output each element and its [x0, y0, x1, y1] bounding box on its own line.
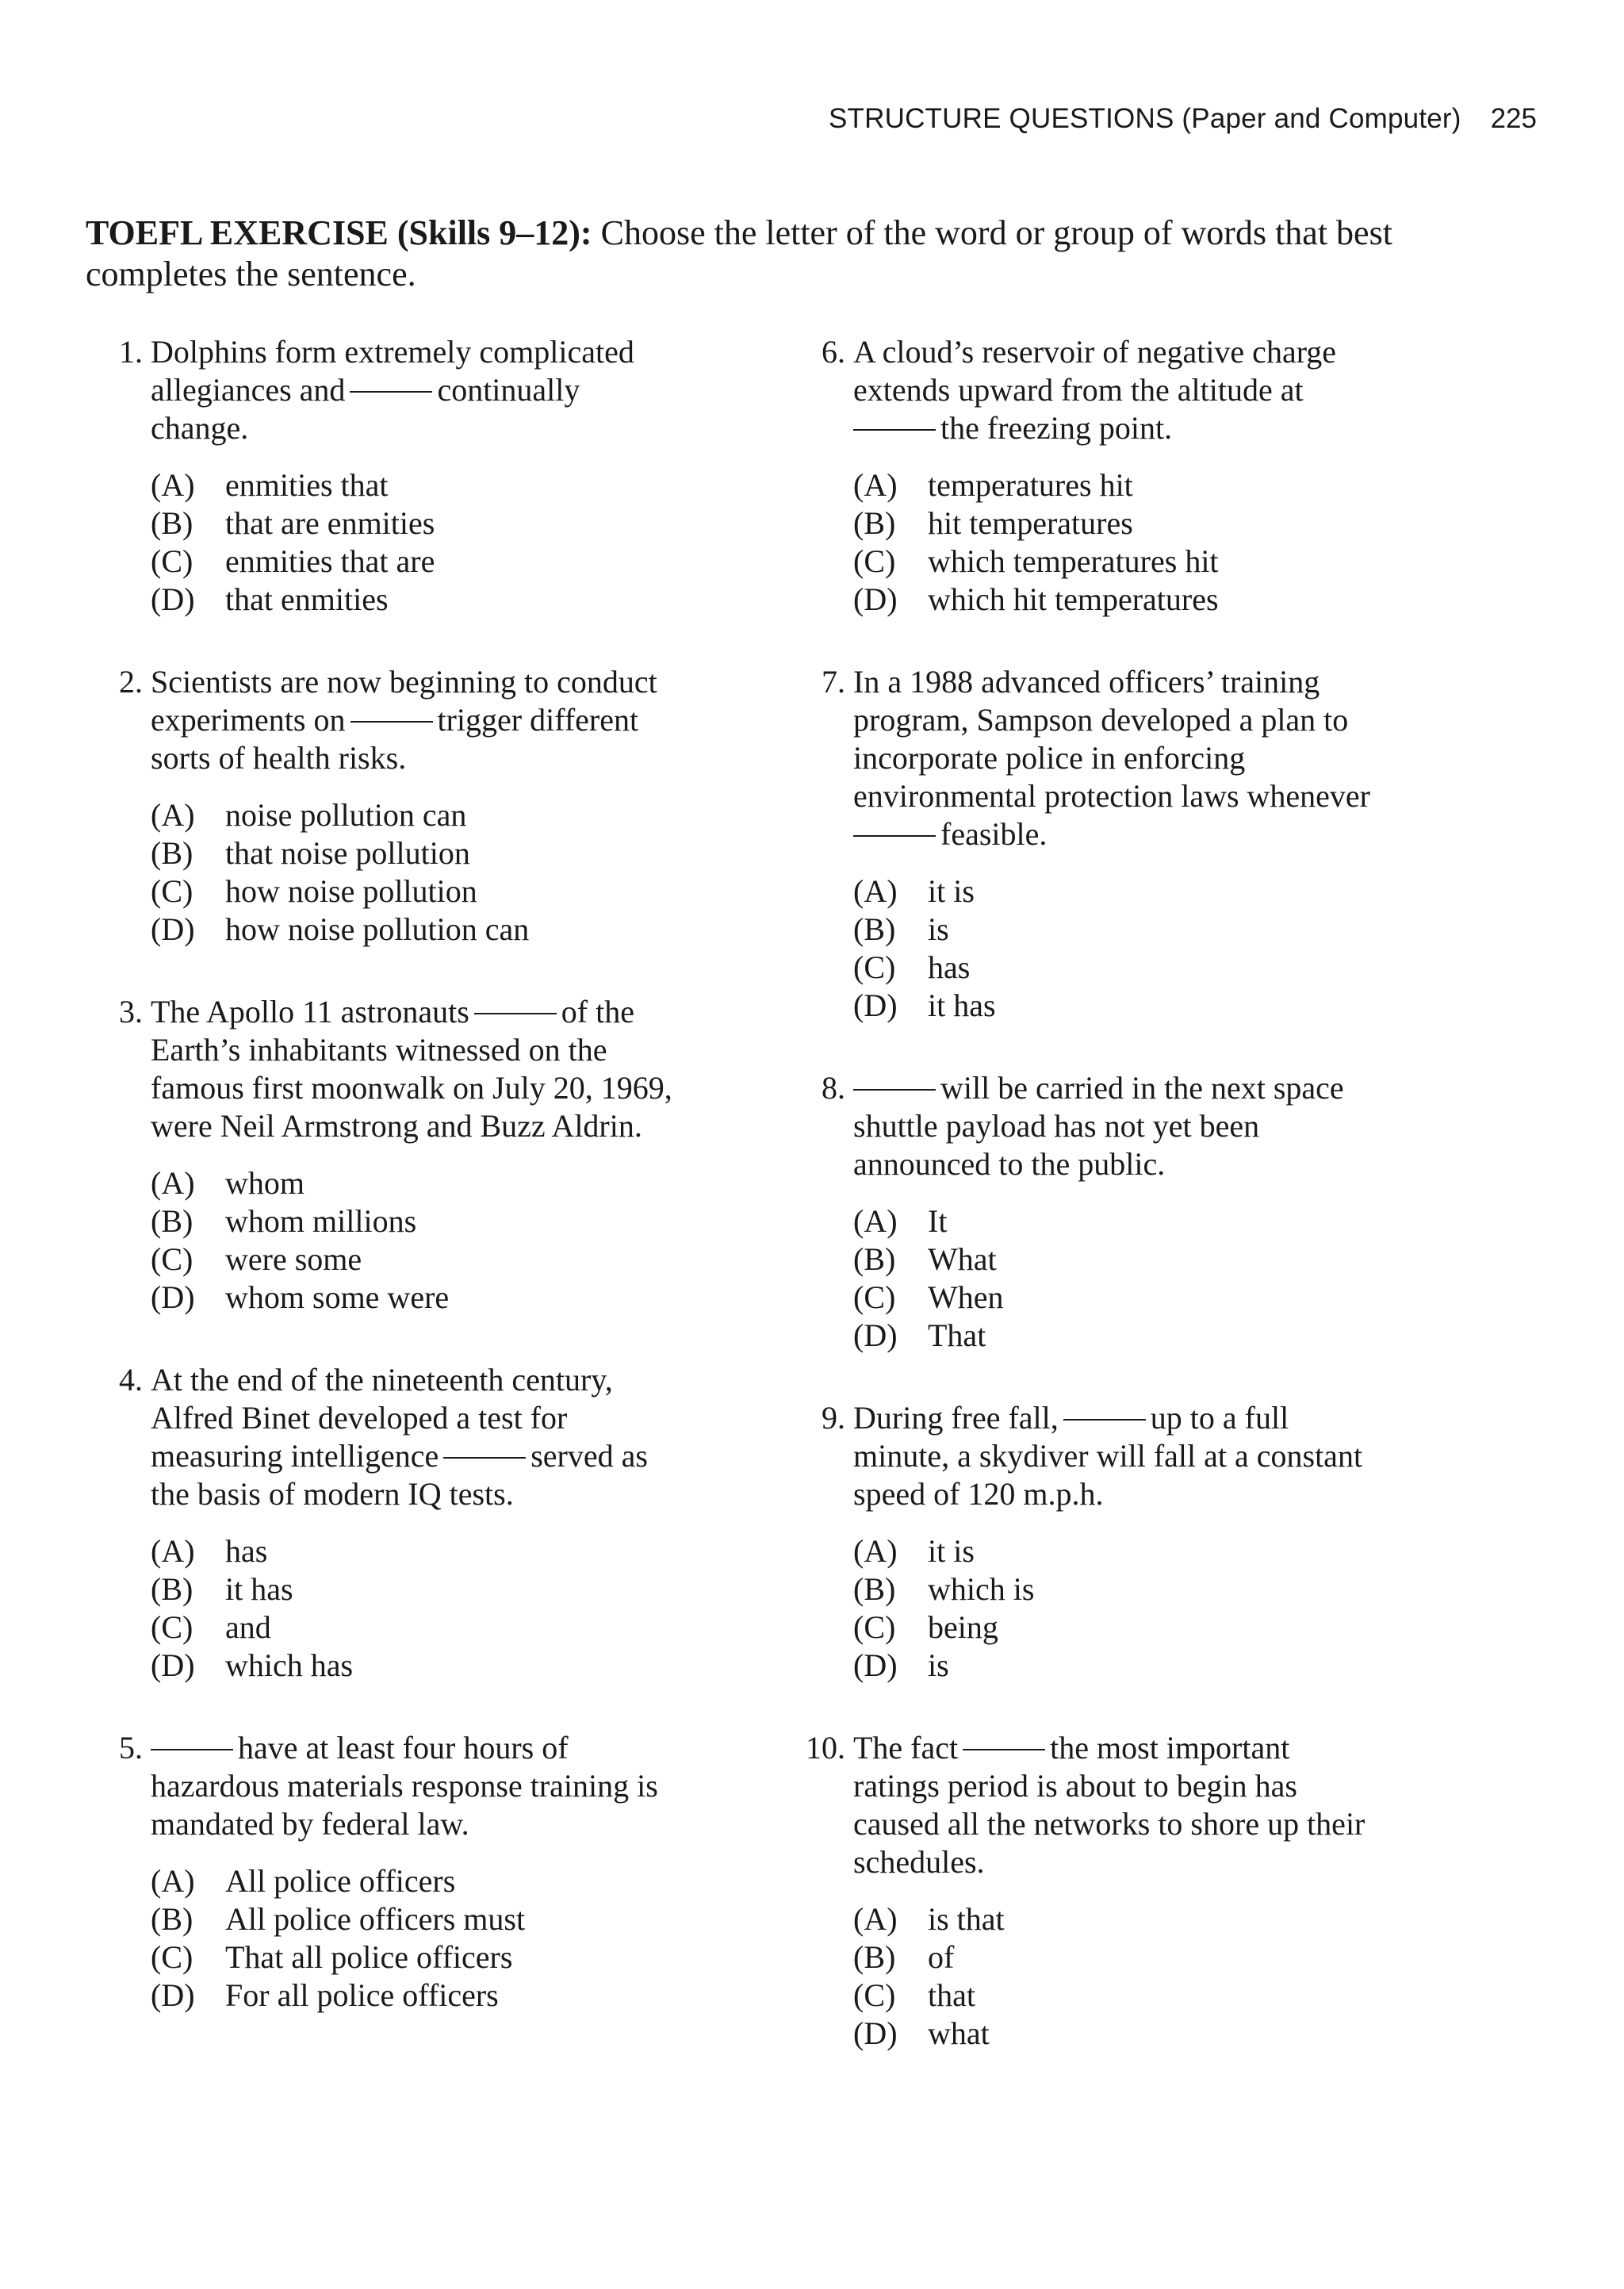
stem-text-before: At the end of the nineteenth century, Alfred Binet developed a test for measuring intelligence: [151, 1362, 613, 1474]
answer-blank: [350, 391, 432, 393]
option-text: whom millions: [225, 1203, 417, 1239]
answer-blank: [963, 1749, 1045, 1750]
option-text: that are enmities: [225, 505, 435, 541]
option-letter: (A): [151, 1533, 195, 1569]
option-text: of: [928, 1939, 955, 1975]
option-letter: (A): [853, 1901, 898, 1937]
question-item: [95, 663, 714, 949]
answer-option: [853, 1317, 1416, 1355]
option-letter: (B): [853, 1939, 896, 1975]
option-text: and: [225, 1609, 271, 1645]
option-text: it has: [928, 987, 996, 1023]
stem-text-after: up to a full minute, a skydiver will fall at a constant speed of 120 m.p.h.: [853, 1400, 1363, 1512]
option-letter: (D): [853, 1317, 898, 1353]
option-letter: (A): [853, 1203, 898, 1239]
option-text: hit temperatures: [928, 505, 1133, 541]
answer-option: [853, 872, 1416, 911]
answer-options: [853, 872, 1416, 1025]
option-text: What: [928, 1241, 997, 1277]
question-stem: [151, 333, 714, 447]
option-letter: (C): [151, 873, 193, 909]
answer-option: [151, 1240, 714, 1279]
option-letter: (C): [853, 949, 896, 985]
option-letter: (D): [853, 581, 898, 617]
option-text: that enmities: [225, 581, 389, 617]
option-letter: (A): [853, 873, 898, 909]
option-letter: (C): [151, 1241, 193, 1277]
question-item: [95, 1361, 714, 1685]
answer-options: [151, 1862, 714, 2015]
question-item: [95, 993, 714, 1317]
answer-option: [853, 1938, 1416, 1977]
option-letter: (B): [853, 1571, 896, 1607]
answer-option: [853, 2015, 1416, 2053]
answer-option: [853, 543, 1416, 581]
question-number: 4.: [119, 1362, 143, 1398]
option-letter: (D): [151, 1977, 195, 2013]
stem-text-after: continually change.: [151, 372, 580, 446]
option-text: which temperatures hit: [928, 543, 1219, 579]
answer-blank: [151, 1749, 233, 1750]
question-stem: [853, 1069, 1416, 1183]
answer-option: [151, 1202, 714, 1240]
question-number: 6.: [822, 334, 845, 370]
question-stem: [853, 333, 1416, 447]
option-text: what: [928, 2015, 990, 2051]
option-text: how noise pollution can: [225, 911, 530, 947]
answer-option: [151, 1608, 714, 1647]
option-letter: (C): [853, 1609, 896, 1645]
answer-option: [151, 1938, 714, 1977]
answer-options: [151, 1532, 714, 1685]
answer-option: [853, 949, 1416, 987]
answer-option: [151, 543, 714, 581]
question-number: 10.: [806, 1730, 845, 1766]
option-text: All police officers: [225, 1863, 456, 1899]
option-text: is: [928, 911, 949, 947]
option-text: that: [928, 1977, 975, 2013]
option-letter: (D): [853, 2015, 898, 2051]
question-number: 7.: [822, 664, 845, 700]
question-number: 9.: [822, 1400, 845, 1436]
option-letter: (A): [853, 467, 898, 503]
option-letter: (B): [853, 911, 896, 947]
question-stem: [151, 1361, 714, 1513]
stem-text-after: feasible.: [940, 816, 1048, 852]
left-question-column: [95, 333, 714, 2059]
answer-options: [853, 1202, 1416, 1355]
option-text: which has: [225, 1647, 354, 1683]
question-stem: [151, 1729, 714, 1843]
stem-text-after: will be carried in the next space shuttle payload has not yet been announced to the public.: [853, 1070, 1344, 1182]
option-text: that noise pollution: [225, 835, 470, 871]
question-number: 2.: [119, 664, 143, 700]
answer-blank: [853, 835, 936, 837]
stem-text-after: the freezing point.: [940, 410, 1173, 446]
answer-option: [853, 504, 1416, 543]
stem-text-after: served as the basis of modern IQ tests.: [151, 1438, 648, 1512]
exercise-label: TOEFL EXERCISE (Skills 9–12):: [86, 213, 592, 252]
stem-text-before: During free fall,: [853, 1400, 1059, 1436]
option-text: has: [928, 949, 971, 985]
answer-option: [151, 796, 714, 834]
answer-blank: [853, 1089, 936, 1091]
option-letter: (A): [151, 1863, 195, 1899]
option-text: enmities that: [225, 467, 389, 503]
question-item: [798, 663, 1416, 1025]
answer-option: [151, 1647, 714, 1685]
option-text: For all police officers: [225, 1977, 499, 2013]
option-text: which hit temperatures: [928, 581, 1219, 617]
option-letter: (C): [853, 1977, 896, 2013]
exercise-heading: [86, 213, 1513, 295]
question-stem: [853, 1729, 1416, 1881]
stem-text-before: The Apollo 11 astronauts: [151, 994, 469, 1029]
option-letter: (D): [151, 1279, 195, 1315]
option-letter: (B): [151, 1571, 193, 1607]
answer-option: [151, 504, 714, 543]
answer-option: [151, 1164, 714, 1202]
option-text: being: [928, 1609, 998, 1645]
question-number: 1.: [119, 334, 143, 370]
stem-text-before: In a 1988 advanced officers’ training program, Sampson developed a plan to incorporate police in enforcing environmental protection laws whenever: [853, 664, 1370, 814]
option-text: is: [928, 1647, 949, 1683]
question-number: 5.: [119, 1730, 143, 1766]
stem-text-before: Dolphins form extremely complicated allegiances and: [151, 334, 634, 408]
option-letter: (D): [853, 987, 898, 1023]
answer-blank: [350, 721, 433, 723]
stem-text-after: trigger different sorts of health risks.: [151, 702, 639, 776]
answer-option: [853, 911, 1416, 949]
answer-option: [151, 1862, 714, 1900]
stem-text-after: have at least four hours of hazardous materials response training is mandated by federal law.: [151, 1730, 658, 1842]
answer-blank: [443, 1457, 526, 1459]
option-letter: (B): [151, 505, 193, 541]
option-letter: (A): [151, 467, 195, 503]
option-text: temperatures hit: [928, 467, 1133, 503]
option-text: it has: [225, 1571, 293, 1607]
stem-text-before: A cloud’s reservoir of negative charge extends upward from the altitude at: [853, 334, 1337, 408]
option-letter: (D): [151, 911, 195, 947]
stem-text-before: The fact: [853, 1730, 959, 1766]
answer-blank: [1063, 1419, 1146, 1421]
answer-blank: [853, 429, 936, 431]
stem-text-before: Scientists are now beginning to conduct experiments on: [151, 664, 657, 738]
option-text: All police officers must: [225, 1901, 526, 1937]
answer-option: [853, 1900, 1416, 1938]
option-letter: (D): [151, 1647, 195, 1683]
option-text: When: [928, 1279, 1004, 1315]
option-letter: (A): [151, 1165, 195, 1201]
question-number: 3.: [119, 994, 143, 1029]
option-letter: (C): [853, 1279, 896, 1315]
answer-option: [151, 1279, 714, 1317]
option-text: which is: [928, 1571, 1035, 1607]
answer-option: [151, 1977, 714, 2015]
option-text: enmities that are: [225, 543, 435, 579]
answer-option: [151, 1900, 714, 1938]
right-question-column: [798, 333, 1416, 2097]
answer-option: [151, 1570, 714, 1608]
question-item: [95, 333, 714, 619]
stem-text-after: the most important ratings period is about to begin has caused all the networks to shore up their schedules.: [853, 1730, 1365, 1880]
answer-option: [853, 1202, 1416, 1240]
answer-options: [151, 796, 714, 949]
answer-option: [853, 1532, 1416, 1570]
answer-options: [853, 1532, 1416, 1685]
option-letter: (C): [151, 543, 193, 579]
answer-blank: [474, 1013, 557, 1014]
exercise-instructions: Choose the letter of the word or group of words that best completes the sentence.: [86, 213, 1392, 293]
question-stem: [853, 663, 1416, 853]
option-text: whom some were: [225, 1279, 450, 1315]
answer-options: [853, 1900, 1416, 2053]
option-text: were some: [225, 1241, 362, 1277]
option-letter: (B): [853, 505, 896, 541]
option-text: It: [928, 1203, 948, 1239]
option-text: it is: [928, 873, 975, 909]
running-head-title: STRUCTURE QUESTIONS (Paper and Computer): [829, 103, 1461, 134]
question-stem: [151, 993, 714, 1145]
answer-option: [853, 987, 1416, 1025]
option-letter: (A): [151, 797, 195, 833]
answer-option: [853, 1570, 1416, 1608]
question-stem: [151, 663, 714, 777]
option-letter: (A): [853, 1533, 898, 1569]
answer-option: [151, 911, 714, 949]
option-letter: (C): [853, 543, 896, 579]
answer-option: [853, 1279, 1416, 1317]
answer-options: [151, 466, 714, 619]
answer-option: [853, 1977, 1416, 2015]
answer-option: [853, 581, 1416, 619]
option-letter: (C): [151, 1939, 193, 1975]
option-letter: (B): [853, 1241, 896, 1277]
answer-option: [853, 466, 1416, 504]
option-letter: (C): [151, 1609, 193, 1645]
answer-option: [853, 1608, 1416, 1647]
option-letter: (B): [151, 1203, 193, 1239]
answer-option: [151, 872, 714, 911]
option-text: has: [225, 1533, 268, 1569]
answer-option: [151, 581, 714, 619]
option-text: how noise pollution: [225, 873, 477, 909]
question-number: 8.: [822, 1070, 845, 1106]
option-text: That: [928, 1317, 986, 1353]
option-text: noise pollution can: [225, 797, 467, 833]
option-text: it is: [928, 1533, 975, 1569]
answer-option: [151, 1532, 714, 1570]
answer-option: [853, 1647, 1416, 1685]
option-letter: (D): [151, 581, 195, 617]
option-text: That all police officers: [225, 1939, 513, 1975]
answer-option: [151, 466, 714, 504]
answer-options: [853, 466, 1416, 619]
question-item: [798, 1069, 1416, 1355]
question-item: [95, 1729, 714, 2015]
option-letter: (B): [151, 835, 193, 871]
option-text: whom: [225, 1165, 304, 1201]
question-item: [798, 1729, 1416, 2053]
answer-option: [151, 834, 714, 872]
question-item: [798, 333, 1416, 619]
stem-text-after: of the Earth’s inhabitants witnessed on the famous first moonwalk on July 20, 1969, were Neil Armstrong and Buzz Aldrin.: [151, 994, 672, 1144]
answer-option: [853, 1240, 1416, 1279]
option-text: is that: [928, 1901, 1005, 1937]
question-item: [798, 1399, 1416, 1685]
option-letter: (B): [151, 1901, 193, 1937]
page-number: 225: [1490, 103, 1537, 134]
question-stem: [853, 1399, 1416, 1513]
answer-options: [151, 1164, 714, 1317]
option-letter: (D): [853, 1647, 898, 1683]
